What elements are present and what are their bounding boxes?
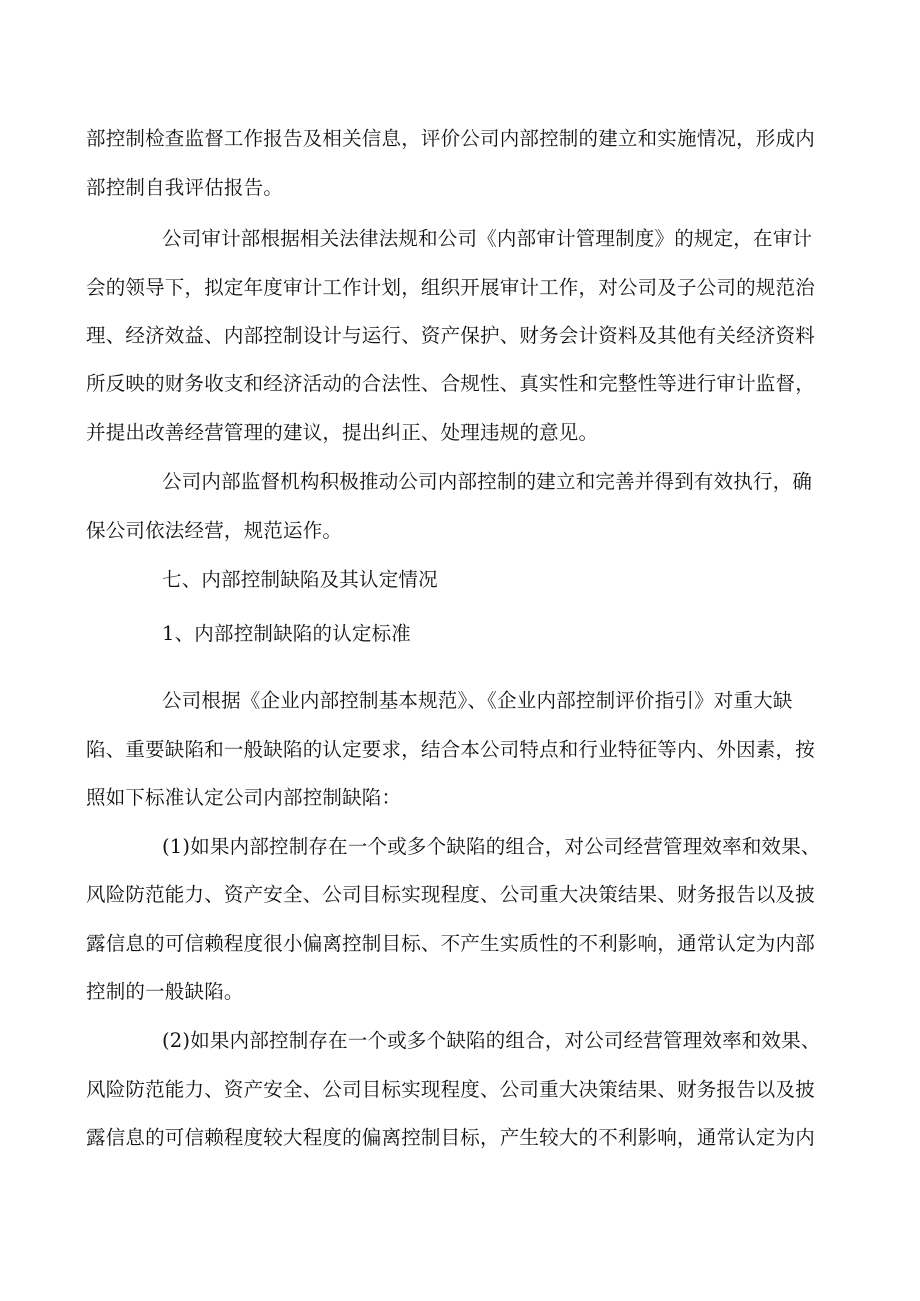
list-item-line: 露信息的可信赖程度很小偏离控制目标、不产生实质性的不利影响，通常认定为内部 bbox=[86, 932, 815, 955]
section-heading: 七、内部控制缺陷及其认定情况 bbox=[162, 568, 438, 591]
paragraph-line: 公司根据《企业内部控制基本规范》、《企业内部控制评价指引》对重大缺 bbox=[162, 689, 793, 712]
paragraph-line: 公司审计部根据相关法律法规和公司《内部审计管理制度》的规定，在审计 bbox=[162, 227, 813, 250]
paragraph-line: 并提出改善经营管理的建议，提出纠正、处理违规的意见。 bbox=[86, 421, 599, 444]
list-item-line: (1)如果内部控制存在一个或多个缺陷的组合，对公司经营管理效率和效果、 bbox=[162, 835, 821, 858]
paragraph-line: 理、经济效益、内部控制设计与运行、资产保护、财务会计资料及其他有关经济资料 bbox=[86, 324, 815, 347]
paragraph-line: 部控制检查监督工作报告及相关信息，评价公司内部控制的建立和实施情况，形成内 bbox=[86, 127, 815, 150]
paragraph-line: 部控制自我评估报告。 bbox=[86, 176, 284, 199]
paragraph-line: 所反映的财务收支和经济活动的合法性、合规性、真实性和完整性等进行审计监督， bbox=[86, 372, 815, 395]
paragraph-line: 会的领导下，拟定年度审计工作计划，组织开展审计工作，对公司及子公司的规范治 bbox=[86, 276, 815, 299]
paragraph-line: 陷、重要缺陷和一般缺陷的认定要求，结合本公司特点和行业特征等内、外因素，按 bbox=[86, 738, 815, 761]
list-item-line: 露信息的可信赖程度较大程度的偏离控制目标，产生较大的不利影响，通常认定为内 bbox=[86, 1126, 815, 1149]
paragraph-line: 保公司依法经营，规范运作。 bbox=[86, 519, 343, 542]
subsection-heading: 1、内部控制缺陷的认定标准 bbox=[162, 622, 412, 645]
list-item-line: (2)如果内部控制存在一个或多个缺陷的组合，对公司经营管理效率和效果、 bbox=[162, 1029, 821, 1052]
list-item-line: 风险防范能力、资产安全、公司目标实现程度、公司重大决策结果、财务报告以及披 bbox=[86, 883, 815, 906]
paragraph-line: 照如下标准认定公司内部控制缺陷： bbox=[86, 786, 402, 809]
paragraph-line: 公司内部监督机构积极推动公司内部控制的建立和完善并得到有效执行，确 bbox=[162, 470, 813, 493]
list-item-line: 风险防范能力、资产安全、公司目标实现程度、公司重大决策结果、财务报告以及披 bbox=[86, 1078, 815, 1101]
list-item-line: 控制的一般缺陷。 bbox=[86, 980, 244, 1003]
